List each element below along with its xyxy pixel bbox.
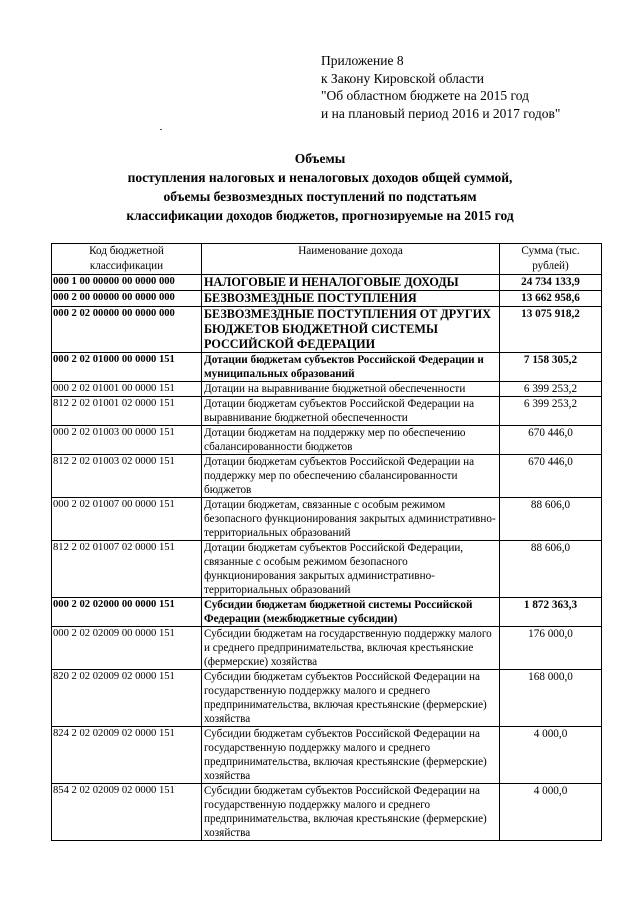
code-cell: 000 2 02 01000 00 0000 151 [52,353,202,382]
amount-cell: 13 662 958,6 [500,291,602,307]
appendix-line: к Закону Кировской области [321,70,485,86]
appendix-line: "Об областном бюджете на 2015 год [321,88,529,103]
table-row [52,397,602,426]
name-cell: БЕЗВОЗМЕЗДНЫЕ ПОСТУПЛЕНИЯ ОТ ДРУГИХ БЮДЖЕТОВ БЮДЖЕТНОЙ СИСТЕМЫ РОССИЙСКОЙ ФЕДЕРАЦИИ [202,307,500,353]
amount-cell: 13 075 918,2 [500,307,602,353]
appendix-header [321,52,560,122]
title-line: Объемы [294,151,346,166]
code-cell: 812 2 02 01003 02 0000 151 [52,455,202,498]
name-cell: Субсидии бюджетам бюджетной системы Российской Федерации (межбюджетные субсидии) [202,598,500,627]
amount-cell: 88 606,0 [500,541,602,598]
amount-cell: 1 872 363,3 [500,598,602,627]
amount-cell: 176 000,0 [500,627,602,670]
code-cell: 000 2 02 01007 00 0000 151 [52,498,202,541]
code-cell: 824 2 02 02009 02 0000 151 [52,727,202,784]
code-cell: 000 2 00 00000 00 0000 000 [52,291,202,307]
name-cell: Дотации бюджетам, связанные с особым режимом безопасного функционирования закрытых административно-территориальных образований [202,498,500,541]
table-row [52,598,602,627]
code-cell: 812 2 02 01007 02 0000 151 [52,541,202,598]
amount-cell: 7 158 305,2 [500,353,602,382]
code-cell: 000 2 02 01003 00 0000 151 [52,426,202,455]
name-cell: Дотации бюджетам субъектов Российской Федерации на выравнивание бюджетной обеспеченности [202,397,500,426]
name-cell: Дотации бюджетам субъектов Российской Федерации на поддержку мер по обеспечению сбалансированности бюджетов [202,455,500,498]
name-cell: БЕЗВОЗМЕЗДНЫЕ ПОСТУПЛЕНИЯ [202,291,500,307]
table-row [52,382,602,397]
table-body [52,275,602,841]
name-cell: Дотации на выравнивание бюджетной обеспеченности [202,382,500,397]
table-row [52,670,602,727]
name-cell: Субсидии бюджетам субъектов Российской Федерации на государственную поддержку малого и среднего предпринимательства, включая крестьянские (фермерские) хозяйства [202,727,500,784]
code-cell: 000 2 02 00000 00 0000 000 [52,307,202,353]
amount-cell: 6 399 253,2 [500,382,602,397]
code-cell: 820 2 02 02009 02 0000 151 [52,670,202,727]
table-row [52,727,602,784]
code-cell: 000 1 00 00000 00 0000 000 [52,275,202,291]
title-line: классификации доходов бюджетов, прогнозируемые на 2015 год [126,208,514,223]
table-header-row [52,244,602,275]
amount-cell: 6 399 253,2 [500,397,602,426]
title-line: поступления налоговых и неналоговых доходов общей суммой, [127,170,513,185]
name-cell: Субсидии бюджетам на государственную поддержку малого и среднего предпринимательства, включая крестьянские (фермерские) хозяйства [202,627,500,670]
header-code: Код бюджетной классификации [52,244,202,275]
amount-cell: 24 734 133,9 [500,275,602,291]
amount-cell: 88 606,0 [500,498,602,541]
document-title [0,149,640,225]
revenue-table [51,243,602,841]
table-row [52,455,602,498]
amount-cell: 670 446,0 [500,455,602,498]
amount-cell: 670 446,0 [500,426,602,455]
name-cell: Дотации бюджетам на поддержку мер по обеспечению сбалансированности бюджетов [202,426,500,455]
header-amount: Сумма (тыс. рублей) [500,244,602,275]
code-cell: 000 2 02 02000 00 0000 151 [52,598,202,627]
scan-speck [160,129,162,130]
table-row [52,353,602,382]
title-line: объемы безвозмездных поступлений по подстатьям [163,189,477,204]
appendix-line: и на плановый период 2016 и 2017 годов" [321,105,561,121]
amount-cell: 168 000,0 [500,670,602,727]
code-cell: 000 2 02 02009 00 0000 151 [52,627,202,670]
table-row [52,307,602,353]
code-cell: 854 2 02 02009 02 0000 151 [52,784,202,841]
table-row [52,275,602,291]
code-cell: 000 2 02 01001 00 0000 151 [52,382,202,397]
table-row [52,291,602,307]
header-name: Наименование дохода [202,244,500,275]
name-cell: Дотации бюджетам субъектов Российской Федерации, связанные с особым режимом безопасного функционирования закрытых административно-территориальных образований [202,541,500,598]
name-cell: НАЛОГОВЫЕ И НЕНАЛОГОВЫЕ ДОХОДЫ [202,275,500,291]
name-cell: Субсидии бюджетам субъектов Российской Федерации на государственную поддержку малого и среднего предпринимательства, включая крестьянские (фермерские) хозяйства [202,784,500,841]
table-row [52,541,602,598]
appendix-line: Приложение 8 [321,53,404,68]
table-row [52,627,602,670]
name-cell: Субсидии бюджетам субъектов Российской Федерации на государственную поддержку малого и среднего предпринимательства, включая крестьянские (фермерские) хозяйства [202,670,500,727]
code-cell: 812 2 02 01001 02 0000 151 [52,397,202,426]
table-row [52,498,602,541]
amount-cell: 4 000,0 [500,727,602,784]
table-row [52,426,602,455]
name-cell: Дотации бюджетам субъектов Российской Федерации и муниципальных образований [202,353,500,382]
amount-cell: 4 000,0 [500,784,602,841]
table-row [52,784,602,841]
